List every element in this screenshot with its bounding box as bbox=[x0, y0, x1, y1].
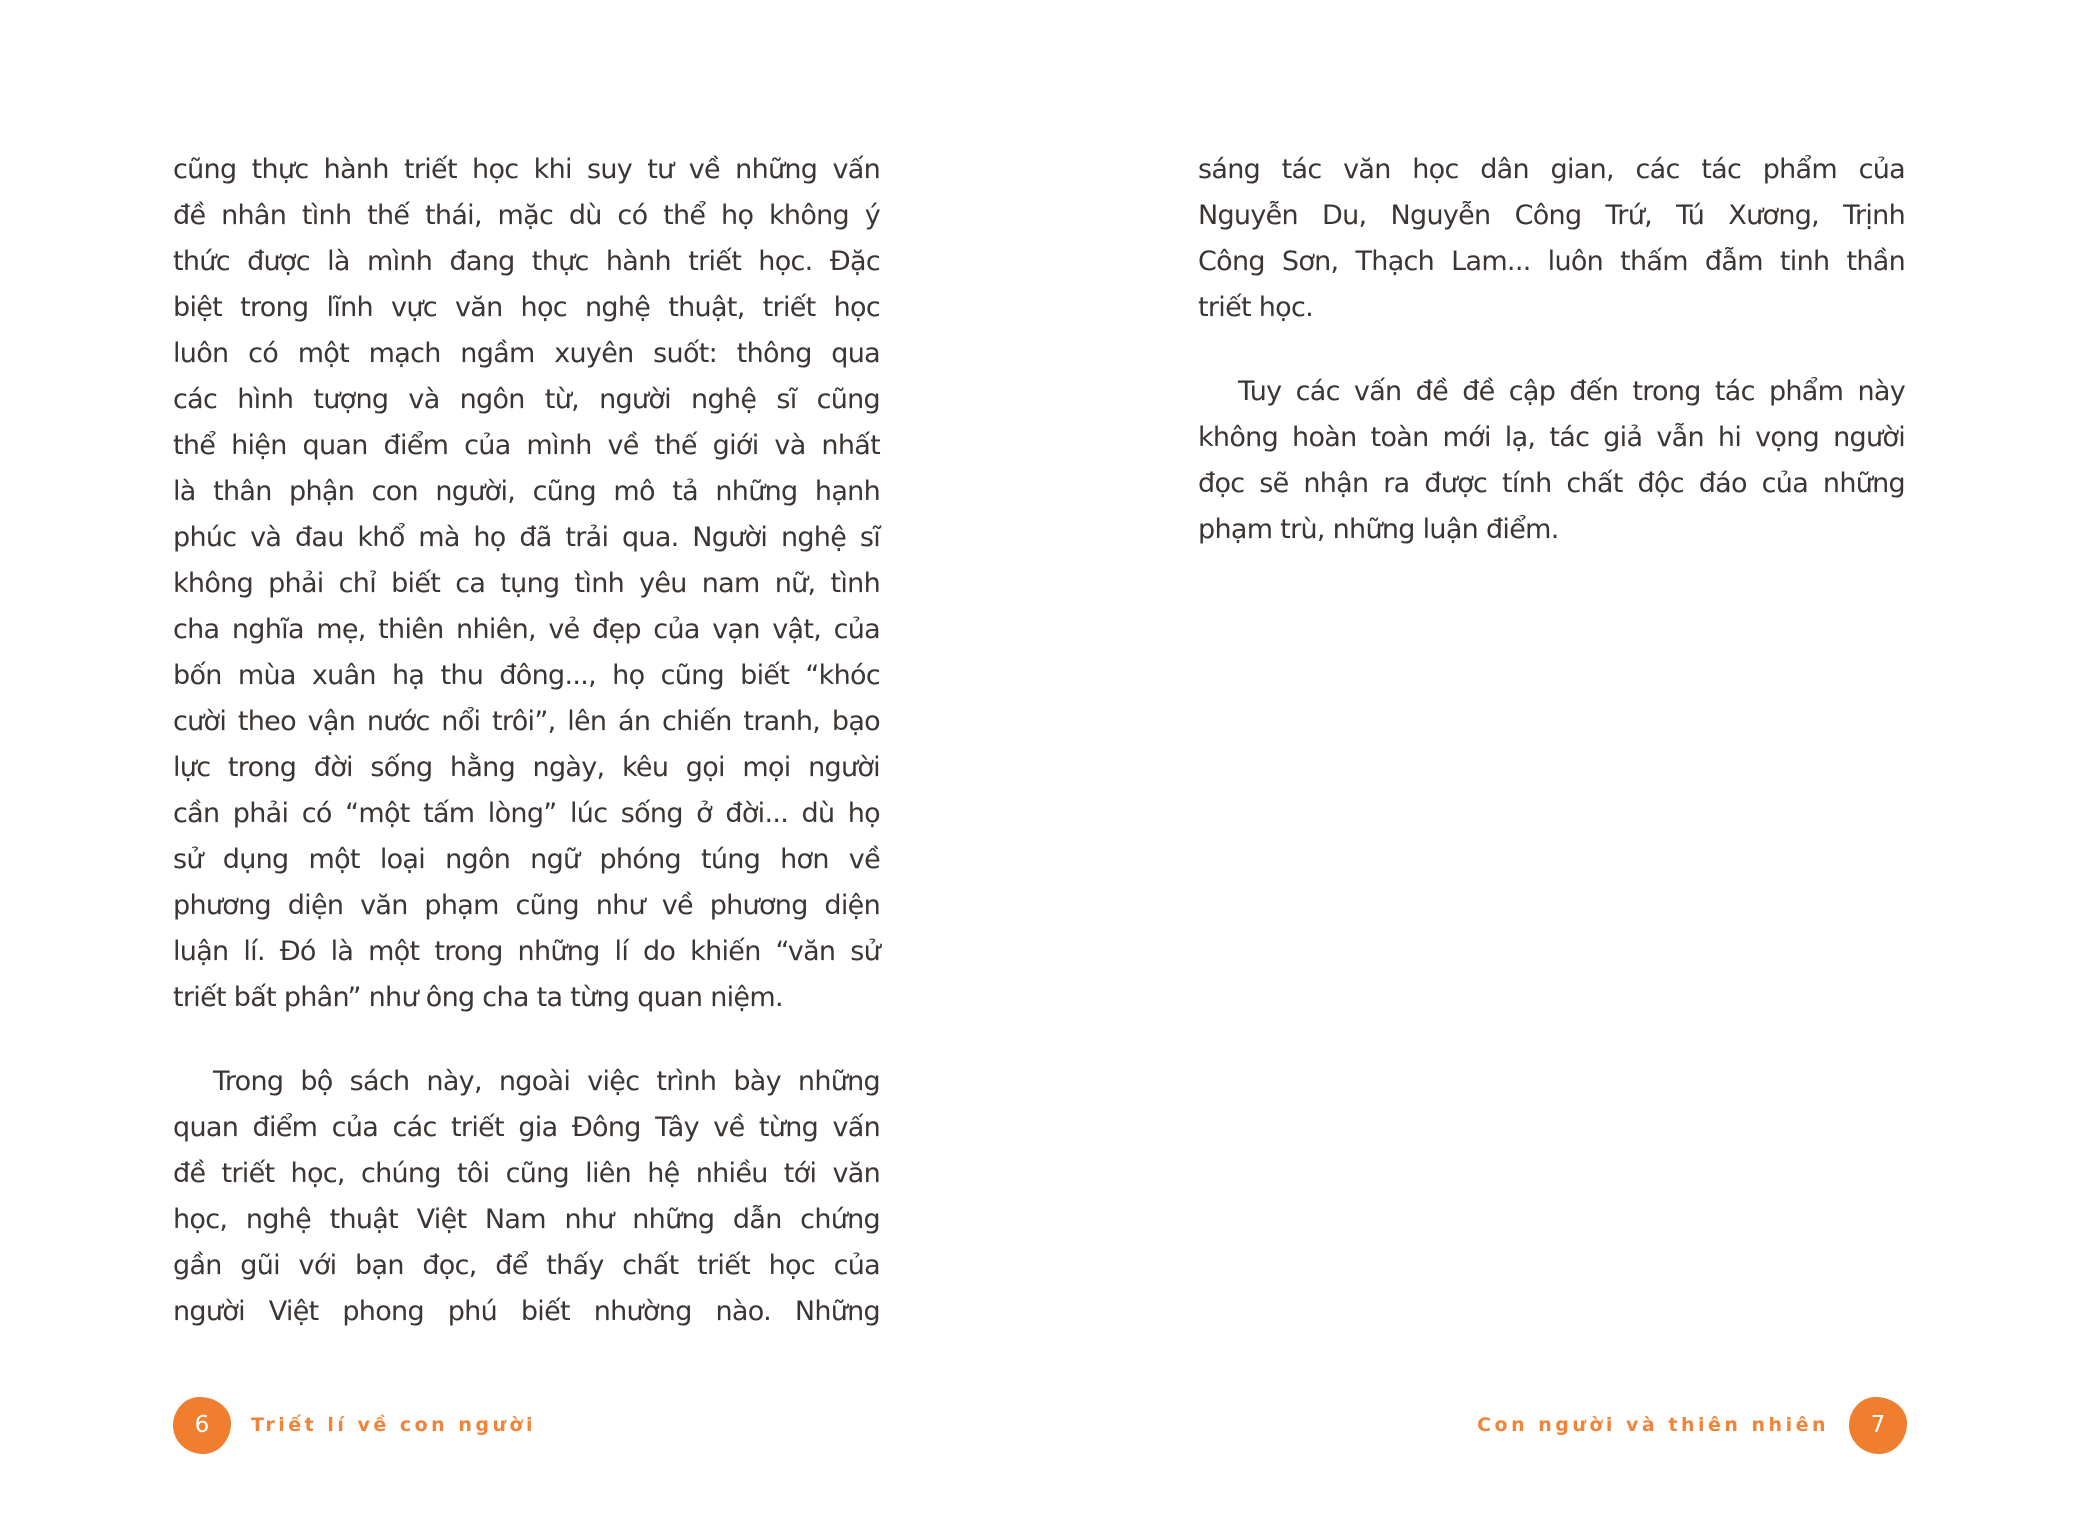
left-page-footer bbox=[173, 1396, 536, 1454]
text-line: thức được là mình đang thực hành triết học. Đặc bbox=[173, 246, 880, 277]
text-line: Trong bộ sách này, ngoài việc trình bày những bbox=[213, 1066, 880, 1097]
running-title: Triết lí về con người bbox=[251, 1414, 537, 1436]
text-line: không hoàn toàn mới lạ, tác giả vẫn hi vọng người bbox=[1198, 422, 1905, 453]
text-line: triết học. bbox=[1198, 292, 1314, 323]
right-page-text bbox=[1198, 147, 1905, 553]
text-line: Công Sơn, Thạch Lam... luôn thấm đẫm tinh thần bbox=[1198, 246, 1905, 277]
text-line: quan điểm của các triết gia Đông Tây về từng vấn bbox=[173, 1112, 880, 1143]
text-line: Nguyễn Du, Nguyễn Công Trứ, Tú Xương, Trịnh bbox=[1198, 200, 1905, 231]
text-line: đề triết học, chúng tôi cũng liên hệ nhiều tới văn bbox=[173, 1158, 880, 1189]
text-line: triết bất phân” như ông cha ta từng quan niệm. bbox=[173, 982, 783, 1013]
right-page-footer bbox=[1477, 1396, 1907, 1454]
text-line: các hình tượng và ngôn từ, người nghệ sĩ cũng bbox=[173, 384, 880, 415]
text-line: thể hiện quan điểm của mình về thế giới và nhất bbox=[173, 430, 880, 461]
text-line: người Việt phong phú biết nhường nào. Những bbox=[173, 1296, 880, 1327]
text-line: biệt trong lĩnh vực văn học nghệ thuật, triết học bbox=[173, 292, 880, 323]
paragraph bbox=[173, 1059, 880, 1335]
left-page-text bbox=[173, 147, 880, 1335]
text-line: đọc sẽ nhận ra được tính chất độc đáo của những bbox=[1198, 468, 1905, 499]
text-line: luôn có một mạch ngầm xuyên suốt: thông qua bbox=[173, 338, 880, 369]
paragraph bbox=[173, 147, 880, 1021]
text-line: gần gũi với bạn đọc, để thấy chất triết học của bbox=[173, 1250, 880, 1281]
running-title: Con người và thiên nhiên bbox=[1477, 1414, 1829, 1436]
page-number-badge: 6 bbox=[173, 1397, 231, 1454]
page-number-badge: 7 bbox=[1849, 1397, 1907, 1454]
text-line: luận lí. Đó là một trong những lí do khiến “văn sử bbox=[173, 936, 880, 967]
text-line: cười theo vận nước nổi trôi”, lên án chiến tranh, bạo bbox=[173, 706, 880, 737]
paragraph bbox=[1198, 369, 1905, 553]
text-line: Tuy các vấn đề đề cập đến trong tác phẩm này bbox=[1238, 376, 1905, 407]
text-line: cần phải có “một tấm lòng” lúc sống ở đời... dù họ bbox=[173, 798, 880, 829]
text-line: cũng thực hành triết học khi suy tư về những vấn bbox=[173, 154, 880, 185]
text-line: phương diện văn phạm cũng như về phương diện bbox=[173, 890, 880, 921]
text-line: không phải chỉ biết ca tụng tình yêu nam nữ, tình bbox=[173, 568, 880, 599]
text-line: sử dụng một loại ngôn ngữ phóng túng hơn về bbox=[173, 844, 880, 875]
text-line: sáng tác văn học dân gian, các tác phẩm của bbox=[1198, 154, 1905, 185]
text-line: học, nghệ thuật Việt Nam như những dẫn chứng bbox=[173, 1204, 880, 1235]
text-line: cha nghĩa mẹ, thiên nhiên, vẻ đẹp của vạn vật, của bbox=[173, 614, 880, 645]
paragraph bbox=[1198, 147, 1905, 331]
text-line: lực trong đời sống hằng ngày, kêu gọi mọi người bbox=[173, 752, 880, 783]
text-line: phạm trù, những luận điểm. bbox=[1198, 514, 1559, 545]
text-line: phúc và đau khổ mà họ đã trải qua. Người nghệ sĩ bbox=[173, 522, 880, 553]
text-line: bốn mùa xuân hạ thu đông..., họ cũng biết “khóc bbox=[173, 660, 880, 691]
text-line: là thân phận con người, cũng mô tả những hạnh bbox=[173, 476, 880, 507]
text-line: đề nhân tình thế thái, mặc dù có thể họ không ý bbox=[173, 200, 880, 231]
